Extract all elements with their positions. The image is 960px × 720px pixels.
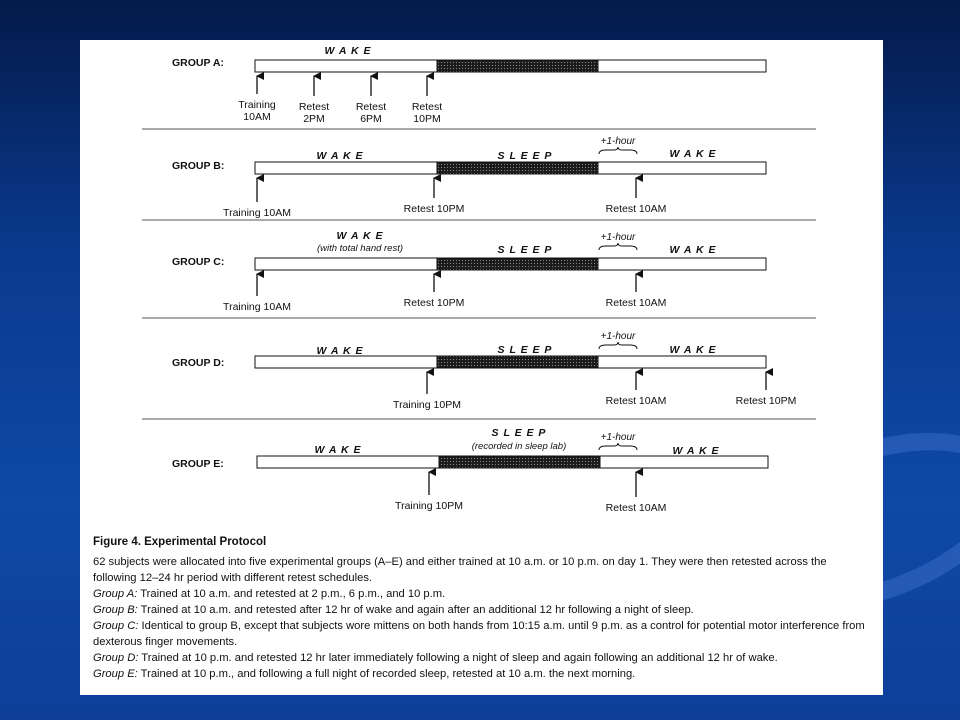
figure-caption [93,534,873,682]
plus-one-hour-label: +1-hour [600,432,636,443]
sleep-bar [437,258,598,270]
caption-group-e-label: Group E: [93,668,138,680]
caption-group-a [93,586,873,602]
caption-group-d [93,650,873,666]
timepoint-label: Training [238,99,276,111]
wake-phase-label: W A K E [316,345,364,357]
caption-group-b-label: Group B: [93,604,138,616]
caption-group-b-text: Trained at 10 a.m. and retested after 12 hr of wake and again after an additional 12 hr following a night of sleep. [137,604,694,616]
caption-intro: 62 subjects were allocated into five experimental groups (A–E) and either trained at 10 a.m. or 10 p.m. on day 1. They were then retested across the following 12–24 hr period with different retest schedules. [93,556,827,584]
timepoint-label-time: 6PM [360,113,382,125]
wake-phase-label-2: W A K E [669,344,717,356]
timepoint-label: Retest [298,101,330,113]
group-d-label: GROUP D: [172,357,225,369]
sleep-bar [439,456,600,468]
group-a-timeline [172,45,766,125]
hour-brace [599,443,637,450]
wake-phase-label-2: W A K E [672,445,720,457]
group-d-timeline [142,318,816,411]
wake-phase-label-2: W A K E [669,244,717,256]
group-e-timeline [142,419,816,514]
sleep-phase-label: S L E E P [497,150,553,162]
wake-phase-label: W A K E [324,45,372,57]
group-c-timeline [142,220,816,313]
plus-one-hour-label: +1-hour [600,136,636,147]
sleep-phase-note: (recorded in sleep lab) [471,441,567,452]
caption-group-b [93,602,873,618]
group-c-label: GROUP C: [172,256,225,268]
timepoint-label: Training 10PM [393,399,461,411]
timepoint-label: Retest 10AM [605,203,667,215]
group-b-timeline [142,129,816,219]
protocol-diagram [80,40,883,534]
sleep-phase-label: S L E E P [497,344,553,356]
timepoint-label-time: 2PM [303,113,325,125]
caption-group-c-label: Group C: [93,620,139,632]
timepoint-label: Retest 10PM [403,203,465,215]
wake-phase-label-2: W A K E [669,148,717,160]
sleep-bar [437,162,598,174]
caption-group-e-text: Trained at 10 p.m., and following a full night of recorded sleep, retested at 10 a.m. the next morning. [137,668,636,680]
group-a-label: GROUP A: [172,57,224,69]
group-b-label: GROUP B: [172,160,225,172]
timepoint-label: Retest 10AM [605,395,667,407]
timepoint-label-time: 10AM [243,111,271,123]
timepoint-label-time: 10PM [413,113,441,125]
wake-phase-label: W A K E [314,444,362,456]
sleep-phase-label: S L E E P [491,427,547,439]
caption-group-c [93,618,873,650]
caption-group-e [93,666,873,682]
sleep-phase-label: S L E E P [497,244,553,256]
timepoint-label: Retest 10PM [403,297,465,309]
caption-group-a-label: Group A: [93,588,138,600]
timepoint-label: Retest 10AM [605,502,667,514]
group-e-label: GROUP E: [172,458,224,470]
wake-phase-label: W A K E [336,230,384,242]
sleep-bar [437,60,598,72]
timepoint-label: Retest [355,101,387,113]
timepoint-label: Retest [411,101,443,113]
timepoint-label: Retest 10PM [735,395,797,407]
caption-title: Figure 4. Experimental Protocol [93,536,267,548]
plus-one-hour-label: +1-hour [600,331,636,342]
caption-group-c-text: Identical to group B, except that subjects wore mittens on both hands from 10:15 a.m. until 9 p.m. as a control for potential motor interference from dexterous finger movements. [93,620,865,648]
sleep-bar [437,356,598,368]
timepoint-label: Training 10AM [223,301,291,313]
wake-phase-note: (with total hand rest) [316,243,404,254]
plus-one-hour-label: +1-hour [600,232,636,243]
hour-brace [599,342,637,349]
timepoint-label: Retest 10AM [605,297,667,309]
figure-page [80,40,883,695]
hour-brace [599,147,637,154]
timepoint-label: Training 10AM [223,207,291,219]
caption-group-a-text: Trained at 10 a.m. and retested at 2 p.m., 6 p.m., and 10 p.m. [137,588,446,600]
caption-group-d-text: Trained at 10 p.m. and retested 12 hr later immediately following a night of sleep and again following an additional 12 hr of wake. [138,652,778,664]
hour-brace [599,243,637,250]
caption-group-d-label: Group D: [93,652,139,664]
wake-phase-label: W A K E [316,150,364,162]
timepoint-label: Training 10PM [395,500,463,512]
